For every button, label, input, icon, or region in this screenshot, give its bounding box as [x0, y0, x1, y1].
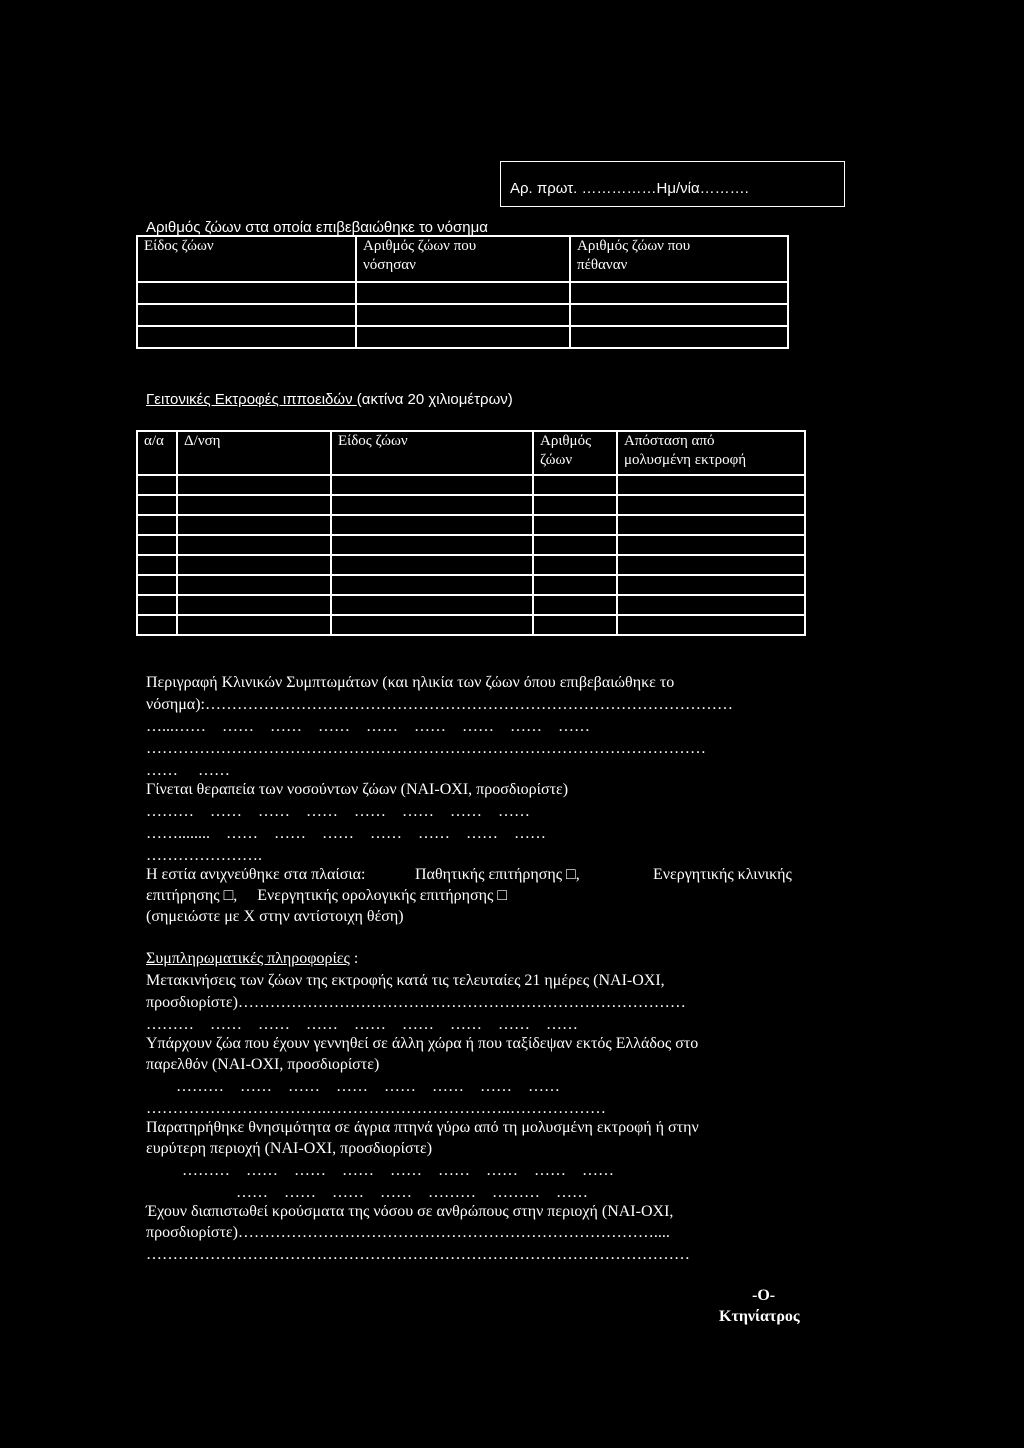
- header-address: Δ/νση: [177, 431, 331, 475]
- table-row: [137, 326, 788, 348]
- table-row: [137, 615, 805, 635]
- table-row: [137, 555, 805, 575]
- section1-title: Αριθμός ζώων στα οποία επιβεβαιώθηκε το νόσημα: [146, 219, 488, 236]
- surveillance-line2[interactable]: επιτήρησης □, Ενεργητικής ορολογικής επιτήρησης □: [146, 887, 508, 904]
- therapy-question: Γίνεται θεραπεία των νοσούντων ζώων (ΝΑΙ-ΟΧΙ, προσδιορίστε): [146, 781, 569, 798]
- protocol-number-date: Αρ. πρωτ. ……………Ημ/νία……….: [510, 180, 749, 197]
- clinical-line4[interactable]: ……………………………………………………………………………………………: [146, 740, 706, 757]
- table-cell[interactable]: [356, 282, 570, 304]
- wild-birds-dots1[interactable]: ……… …… …… …… …… …… …… …… ……: [182, 1162, 614, 1179]
- header-sick-count: Αριθμός ζώων που νόσησαν: [356, 236, 570, 282]
- therapy-dots3[interactable]: ………………….: [146, 847, 262, 864]
- header-species: Είδος ζώων: [331, 431, 533, 475]
- header-animal-count: Αριθμός ζώων: [533, 431, 617, 475]
- table-row: [137, 595, 805, 615]
- table-row: [137, 475, 805, 495]
- table-row: [137, 535, 805, 555]
- human-cases-question: Έχουν διαπιστωθεί κρούσματα της νόσου σε ανθρώπους στην περιοχή (ΝΑΙ-ΟΧΙ,: [146, 1203, 674, 1220]
- additional-title: Συμπληρωματικές πληροφορίες :: [146, 950, 359, 967]
- foreign-born-dots2[interactable]: …………………………….……………………………..………………: [146, 1100, 606, 1117]
- movements-question: Μετακινήσεις των ζώων της εκτροφής κατά τις τελευταίες 21 ημέρες (ΝΑΙ-ΟΧΙ,: [146, 972, 665, 989]
- table-cell[interactable]: [137, 326, 356, 348]
- passive-surveillance-checkbox[interactable]: Παθητικής επιτήρησης □,: [415, 866, 580, 883]
- table-row: [137, 515, 805, 535]
- table-row: [137, 304, 788, 326]
- movements-line2[interactable]: προσδιορίστε)…………………………………………………………………………: [146, 994, 686, 1011]
- table-row: [137, 282, 788, 304]
- table-row: [137, 495, 805, 515]
- clinical-line2[interactable]: νόσημα):………………………………………………………………………………………: [146, 696, 733, 713]
- wild-birds-dots2[interactable]: …… …… …… …… ……… ……… ……: [236, 1184, 588, 1201]
- confirmed-animals-table: [136, 235, 789, 349]
- table-cell[interactable]: [137, 304, 356, 326]
- table-cell[interactable]: [570, 282, 788, 304]
- header-dead-count: Αριθμός ζώων που πέθαναν: [570, 236, 788, 282]
- clinical-line5[interactable]: …… ……: [146, 762, 230, 779]
- surveillance-intro: Η εστία ανιχνεύθηκε στα πλαίσια:: [146, 866, 366, 883]
- section2-title: Γειτονικές Εκτροφές ιπποειδών (ακτίνα 20 χιλιομέτρων): [146, 391, 513, 408]
- human-cases-dots[interactable]: …………………………………………………………………………………………: [146, 1246, 690, 1263]
- therapy-dots2[interactable]: ……........ …… …… …… …… …… …… ……: [146, 825, 546, 842]
- table-cell[interactable]: [570, 304, 788, 326]
- active-clinical-label[interactable]: Ενεργητικής κλινικής: [653, 866, 792, 883]
- wild-birds-question: Παρατηρήθηκε θνησιμότητα σε άγρια πτηνά γύρω από τη μολυσμένη εκτροφή ή στην: [146, 1119, 699, 1136]
- signature-role: Κτηνίατρος: [719, 1308, 800, 1325]
- foreign-born-question: Υπάρχουν ζώα που έχουν γεννηθεί σε άλλη χώρα ή που ταξίδεψαν εκτός Ελλάδος στο: [146, 1035, 699, 1052]
- human-cases-line2[interactable]: προσδιορίστε)……………………………………………………………………....: [146, 1224, 670, 1241]
- wild-birds-line2: ευρύτερη περιοχή (ΝΑΙ-ΟΧΙ, προσδιορίστε): [146, 1140, 433, 1157]
- table-cell[interactable]: [570, 326, 788, 348]
- clinical-line3[interactable]: …...…… …… …… …… …… …… …… …… ……: [146, 718, 590, 735]
- surveillance-note: (σημειώστε με Χ στην αντίστοιχη θέση): [146, 908, 404, 925]
- clinical-line1: Περιγραφή Κλινικών Συμπτωμάτων (και ηλικία των ζώων όπου επιβεβαιώθηκε το: [146, 674, 675, 691]
- table-row: [137, 575, 805, 595]
- movements-dots[interactable]: ……… …… …… …… …… …… …… …… ……: [146, 1016, 578, 1033]
- table-cell[interactable]: [356, 304, 570, 326]
- neighboring-farms-table: [136, 430, 806, 636]
- header-aa: α/α: [137, 431, 177, 475]
- table-cell[interactable]: [356, 326, 570, 348]
- header-distance: Απόσταση από μολυσμένη εκτροφή: [617, 431, 805, 475]
- therapy-dots1[interactable]: ……… …… …… …… …… …… …… ……: [146, 803, 530, 820]
- foreign-born-dots1[interactable]: ……… …… …… …… …… …… …… ……: [176, 1078, 560, 1095]
- signature-mark: -Ο-: [752, 1287, 776, 1304]
- foreign-born-line2: παρελθόν (ΝΑΙ-ΟΧΙ, προσδιορίστε): [146, 1056, 380, 1073]
- header-animal-species: Είδος ζώων: [137, 236, 356, 282]
- table-cell[interactable]: [137, 282, 356, 304]
